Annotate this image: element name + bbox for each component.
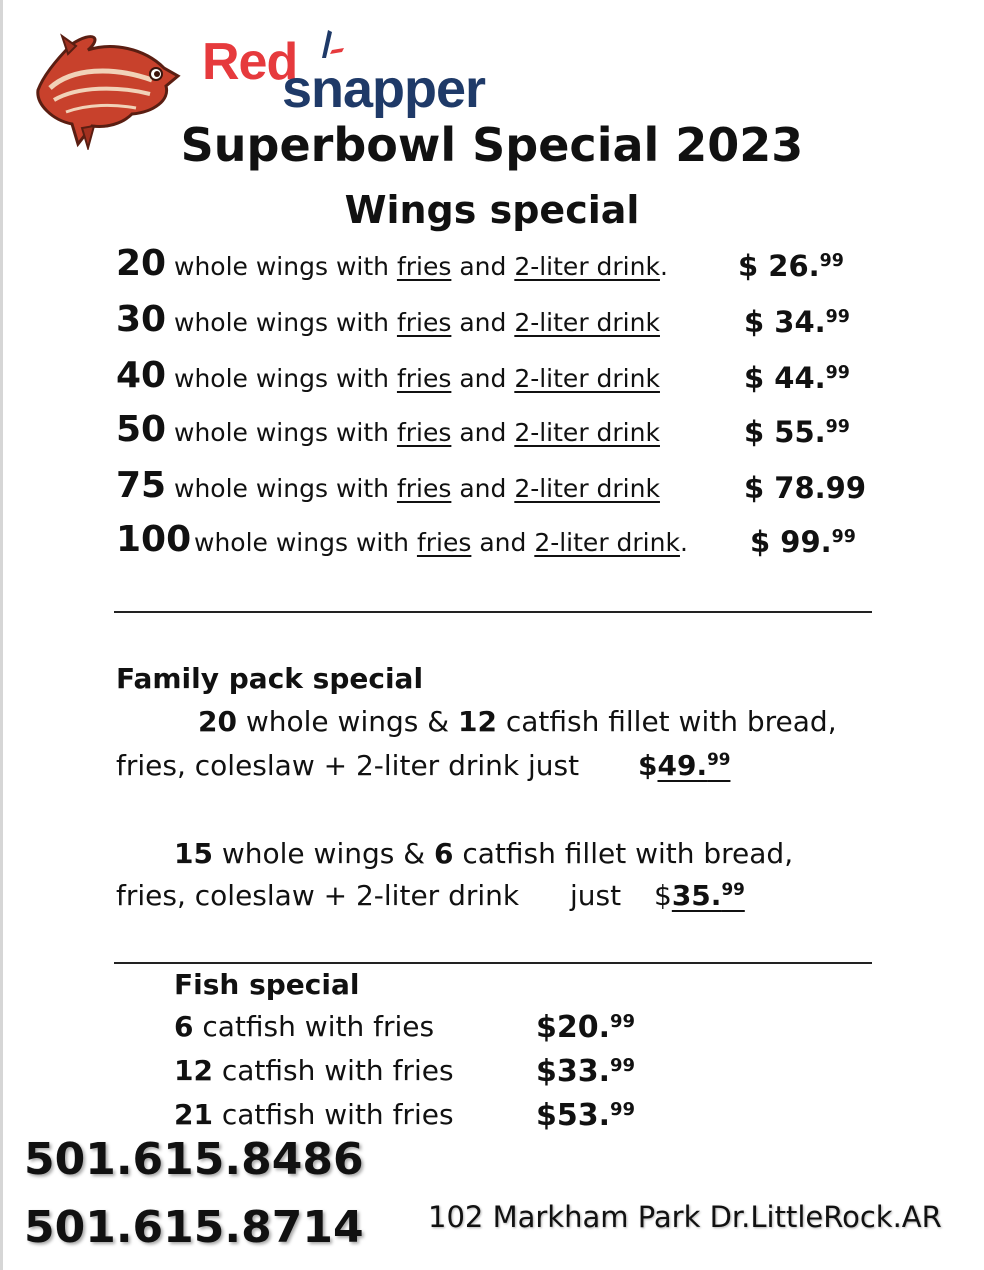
wings-item <box>116 406 876 456</box>
price-main: $20. <box>536 1010 611 1045</box>
pack1-fish-text: catfish fillet with bread, <box>496 705 837 738</box>
wings-desc <box>194 528 688 558</box>
wings-desc-tail: . <box>659 252 668 281</box>
wings-desc <box>174 418 660 448</box>
wings-desc-and: and <box>471 528 535 557</box>
wings-desc-text: whole wings with <box>174 418 397 447</box>
drink-link: 2-liter drink <box>514 252 660 281</box>
wings-qty: 30 <box>116 299 167 340</box>
wings-desc-and: and <box>451 308 515 337</box>
price-main: $ 78.99 <box>744 471 867 505</box>
price-main: $ 99. <box>750 525 832 559</box>
wings-desc-text: whole wings with <box>194 528 417 557</box>
drink-link: 2-liter drink <box>514 474 660 503</box>
fries-link: fries <box>416 528 472 557</box>
pack2-wings-qty: 15 <box>174 837 213 870</box>
wings-desc-text: whole wings with <box>174 364 397 393</box>
drink-link: 2-liter drink <box>514 364 660 393</box>
wings-item <box>116 462 876 512</box>
wings-qty: 40 <box>116 355 167 396</box>
wings-qty: 100 <box>116 519 192 560</box>
price-cents: 99 <box>831 527 856 547</box>
wings-item <box>116 296 876 346</box>
brand-logo <box>200 30 530 120</box>
fish-qty: 12 <box>174 1054 213 1087</box>
fish-desc <box>174 1098 454 1131</box>
pack2-fish-qty: 6 <box>433 837 454 870</box>
fish-price <box>536 1098 635 1133</box>
price-cents: 99 <box>721 879 745 899</box>
family-pack2-line1 <box>174 836 793 872</box>
price-cents: 99 <box>825 417 850 437</box>
fish-qty: 6 <box>174 1010 194 1043</box>
wings-item <box>116 516 876 566</box>
price-dollar: $ <box>654 879 672 912</box>
phone-number: 501.615.8714 <box>24 1202 364 1253</box>
drink-link: 2-liter drink <box>514 308 660 337</box>
wings-desc <box>174 474 660 504</box>
pack1-line2-text: fries, coleslaw + 2-liter drink just <box>116 749 580 782</box>
family-pack2-line2 <box>116 878 519 914</box>
family-pack2-just: just <box>570 879 622 912</box>
price-cents: 99 <box>819 251 844 271</box>
price-cents: 99 <box>707 749 731 769</box>
fish-item <box>174 1010 674 1050</box>
pack1-wings-qty: 20 <box>198 705 237 738</box>
fish-desc <box>174 1010 434 1043</box>
wings-qty: 20 <box>116 243 167 284</box>
wings-heading: Wings special <box>344 188 640 232</box>
family-heading: Family pack special <box>116 662 424 695</box>
pack2-wings-text: whole wings & <box>212 837 434 870</box>
price-main: $ 55. <box>744 415 826 449</box>
price-cents: 99 <box>825 363 850 383</box>
wings-desc <box>174 364 660 394</box>
price-cents: 99 <box>610 1099 636 1120</box>
drink-link: 2-liter drink <box>534 528 680 557</box>
price-main: $33. <box>536 1054 611 1089</box>
fish-text: catfish with fries <box>212 1054 454 1087</box>
page-title: Superbowl Special 2023 <box>180 118 804 172</box>
brand-accent-icon <box>308 28 344 62</box>
wings-item <box>116 240 876 290</box>
price-main: $53. <box>536 1098 611 1133</box>
fries-link: fries <box>396 418 452 447</box>
wings-price <box>738 250 844 282</box>
wings-item <box>116 352 876 402</box>
fish-text: catfish with fries <box>193 1010 435 1043</box>
family-pack2-price <box>654 878 745 914</box>
wings-desc-text: whole wings with <box>174 308 397 337</box>
fish-qty: 21 <box>174 1098 213 1131</box>
fish-item <box>174 1098 674 1138</box>
wings-desc <box>174 252 668 282</box>
price-main: 49. <box>657 749 708 782</box>
wings-price <box>744 306 850 338</box>
section-divider <box>114 611 872 613</box>
price-dollar: $ <box>638 749 658 782</box>
price-cents: 99 <box>610 1055 636 1076</box>
pack2-line2-text: fries, coleslaw + 2-liter drink <box>116 879 520 912</box>
wings-desc-tail: . <box>679 528 688 557</box>
price-main: $ 44. <box>744 361 826 395</box>
fries-link: fries <box>396 252 452 281</box>
address: 102 Markham Park Dr.LittleRock.AR <box>428 1200 942 1234</box>
wings-price <box>744 362 850 394</box>
fish-price <box>536 1010 635 1045</box>
price-main: 35. <box>671 879 722 912</box>
wings-qty: 75 <box>116 465 167 506</box>
price-number <box>657 749 730 782</box>
price-number <box>672 879 745 912</box>
fish-price <box>536 1054 635 1089</box>
fish-heading: Fish special <box>174 968 360 1001</box>
wings-desc-and: and <box>451 418 515 447</box>
brand-name-red: Red <box>202 33 298 91</box>
wings-qty: 50 <box>116 409 167 450</box>
family-pack1-line1 <box>198 704 837 740</box>
fish-desc <box>174 1054 454 1087</box>
pack1-wings-text: whole wings & <box>236 705 458 738</box>
family-pack1-price <box>638 748 730 784</box>
family-pack1-line2 <box>116 748 579 784</box>
section-divider <box>114 962 872 964</box>
fries-link: fries <box>396 308 452 337</box>
fish-item <box>174 1054 674 1094</box>
phone-number: 501.615.8486 <box>24 1134 364 1185</box>
price-main: $ 26. <box>738 249 820 283</box>
wings-desc-text: whole wings with <box>174 252 397 281</box>
pack1-fish-qty: 12 <box>457 705 497 738</box>
price-main: $ 34. <box>744 305 826 339</box>
drink-link: 2-liter drink <box>514 418 660 447</box>
wings-desc-and: and <box>451 364 515 393</box>
price-cents: 99 <box>825 307 850 327</box>
wings-desc-text: whole wings with <box>174 474 397 503</box>
wings-desc-and: and <box>451 252 515 281</box>
fish-text: catfish with fries <box>212 1098 454 1131</box>
pack2-fish-text: catfish fillet with bread, <box>453 837 794 870</box>
wings-desc-and: and <box>451 474 515 503</box>
fries-link: fries <box>396 364 452 393</box>
wings-price <box>744 416 850 448</box>
wings-price <box>750 526 856 558</box>
price-cents: 99 <box>610 1011 636 1032</box>
fries-link: fries <box>396 474 452 503</box>
wings-price <box>744 472 866 504</box>
wings-desc <box>174 308 660 338</box>
brand-name-blue: snapper <box>282 59 486 119</box>
